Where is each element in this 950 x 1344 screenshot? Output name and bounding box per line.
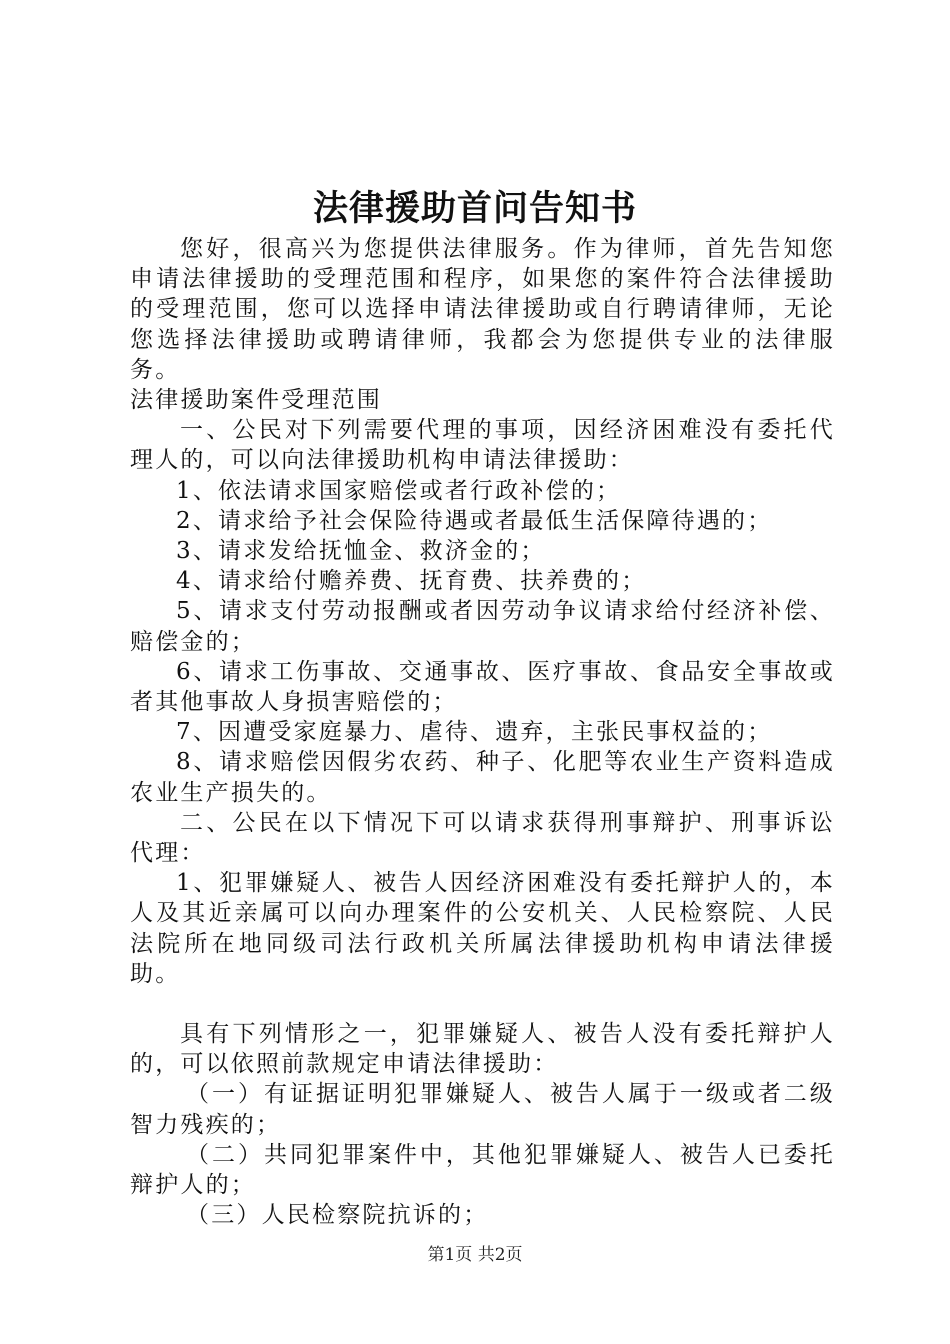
- list-item: （一）有证据证明犯罪嫌疑人、被告人属于一级或者二级智力残疾的；: [130, 1081, 835, 1138]
- list-item: 3、请求发给抚恤金、救济金的；: [176, 538, 546, 565]
- list-item: 6、请求工伤事故、交通事故、医疗事故、食品安全事故或者其他事故人身损害赔偿的；: [130, 658, 835, 716]
- document-title: 法律援助首问告知书: [312, 188, 637, 229]
- list-item: 1、犯罪嫌疑人、被告人因经济困难没有委托辩护人的，本人及其近亲属可以向办理案件的公安机关、人民检察院、人民法院所在地同级司法行政机关所属法律援助机构申请法律援助。: [130, 870, 835, 987]
- intro-paragraph: 您好，很高兴为您提供法律服务。作为律师，首先告知您申请法律援助的受理范围和程序，如果您的案件符合法律援助的受理范围，您可以选择申请法律援助或自行聘请律师，无论您选择法律援助或聘请律师，我都会为您提供专业的法律服务。: [130, 236, 835, 383]
- list-item: 5、请求支付劳动报酬或者因劳动争议请求给付经济补偿、赔偿金的；: [130, 598, 835, 655]
- list-item: 7、因遭受家庭暴力、虐待、遗弃，主张民事权益的；: [176, 719, 773, 746]
- list-item: （三）人民检察院抗诉的；: [186, 1202, 489, 1229]
- blank-line: [130, 989, 835, 1019]
- list-item: 2、请求给予社会保险待遇或者最低生活保障待遇的；: [176, 507, 773, 534]
- list-item: 8、请求赔偿因假劣农药、种子、化肥等农业生产资料造成农业生产损失的。: [130, 749, 835, 806]
- list-item: 4、请求给付赡养费、抚育费、扶养费的；: [176, 568, 647, 595]
- section-heading: 法律援助案件受理范围: [130, 387, 382, 414]
- page-footer: 第1页 共2页: [427, 1245, 523, 1265]
- document-body: [130, 234, 835, 1231]
- section-two-paragraph: 二、公民在以下情况下可以请求获得刑事辩护、刑事诉讼代理：: [130, 809, 835, 867]
- section-one-paragraph: 一、公民对下列需要代理的事项，因经济困难没有委托代理人的，可以向法律援助机构申请法律援助：: [130, 417, 835, 474]
- list-item: （二）共同犯罪案件中，其他犯罪嫌疑人、被告人已委托辩护人的；: [130, 1141, 835, 1199]
- list-item: 1、依法请求国家赔偿或者行政补偿的；: [176, 477, 622, 504]
- conditions-paragraph: 具有下列情形之一，犯罪嫌疑人、被告人没有委托辩护人的，可以依照前款规定申请法律援助：: [130, 1021, 835, 1078]
